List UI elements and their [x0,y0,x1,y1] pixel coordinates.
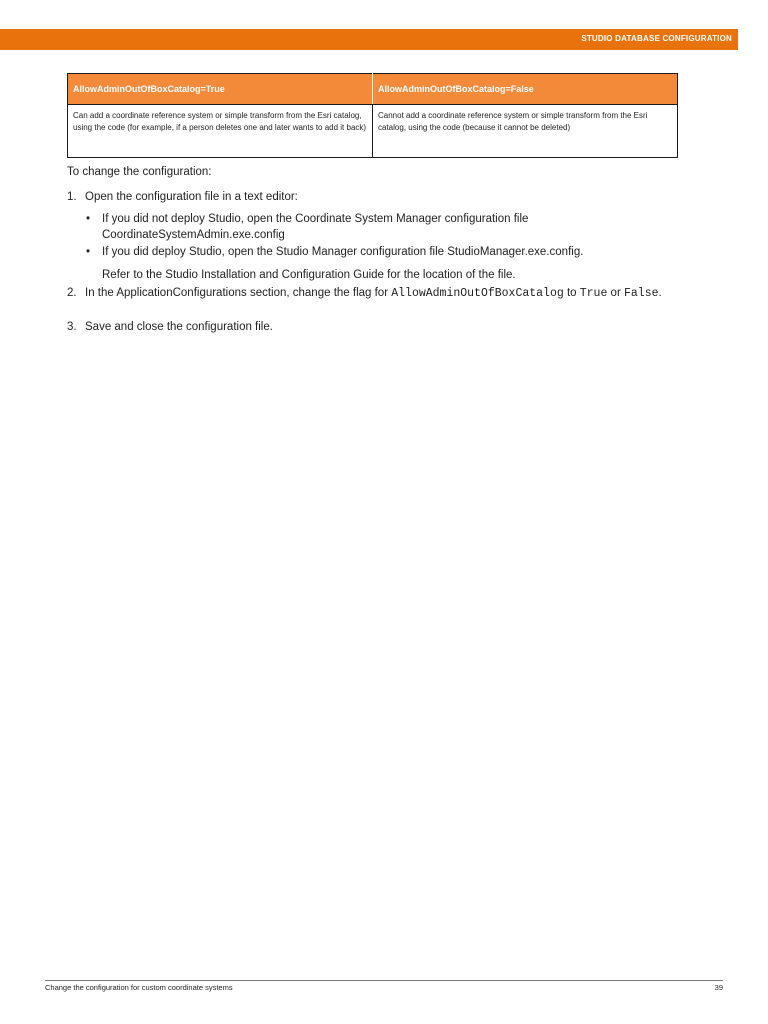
code-true: True [579,287,608,300]
step-text [85,286,665,301]
intro-text: To change the configuration: [67,166,212,178]
bullet-text: If you did deploy Studio, open the Studio Manager configuration file StudioManager.exe.config. [102,246,584,258]
table-header-false: AllowAdminOutOfBoxCatalog=False [373,74,678,105]
step-2 [67,286,667,301]
bullet-dot-icon: • [86,246,91,258]
code-flag-name: AllowAdminOutOfBoxCatalog [391,287,564,300]
step-number: 2. [67,287,77,299]
table-header-row [68,74,678,105]
table-header-true: AllowAdminOutOfBoxCatalog=True [68,74,373,105]
footer-title: Change the configuration for custom coordinate systems [45,983,233,992]
code-false: False [623,287,659,300]
section-title: STUDIO DATABASE CONFIGURATION [581,34,732,43]
header-band [0,29,738,50]
bullet-text: If you did not deploy Studio, open the Coordinate System Manager configuration file CoordinateSystemAdmin.exe.config [102,213,529,241]
step-number: 1. [67,191,77,203]
step-text-part: In the ApplicationConfigurations section, change the flag for [85,287,392,299]
footer-divider [45,980,723,981]
step-number: 3. [67,321,77,333]
comparison-table [67,73,678,158]
step-text-part: to [563,287,580,299]
bullet-item [86,212,686,241]
table-row [68,105,678,158]
step-text-part: or [607,287,624,299]
step-text: Save and close the configuration file. [85,321,273,333]
bullet-dot-icon: • [86,213,91,225]
table-cell-true: Can add a coordinate reference system or simple transform from the Esri catalog, using the code (for example, if a person deletes one and later wants to add it back) [68,105,373,158]
step-1 [67,190,667,205]
bullet-item [86,245,686,261]
step-text: Open the configuration file in a text editor: [85,191,298,203]
step-text-part: . [658,287,662,299]
step-3 [67,320,667,335]
page-number: 39 [714,983,723,992]
table-cell-false: Cannot add a coordinate reference system or simple transform from the Esri catalog, using the code (because it cannot be deleted) [373,105,678,158]
step-note: Refer to the Studio Installation and Configuration Guide for the location of the file. [102,269,516,281]
